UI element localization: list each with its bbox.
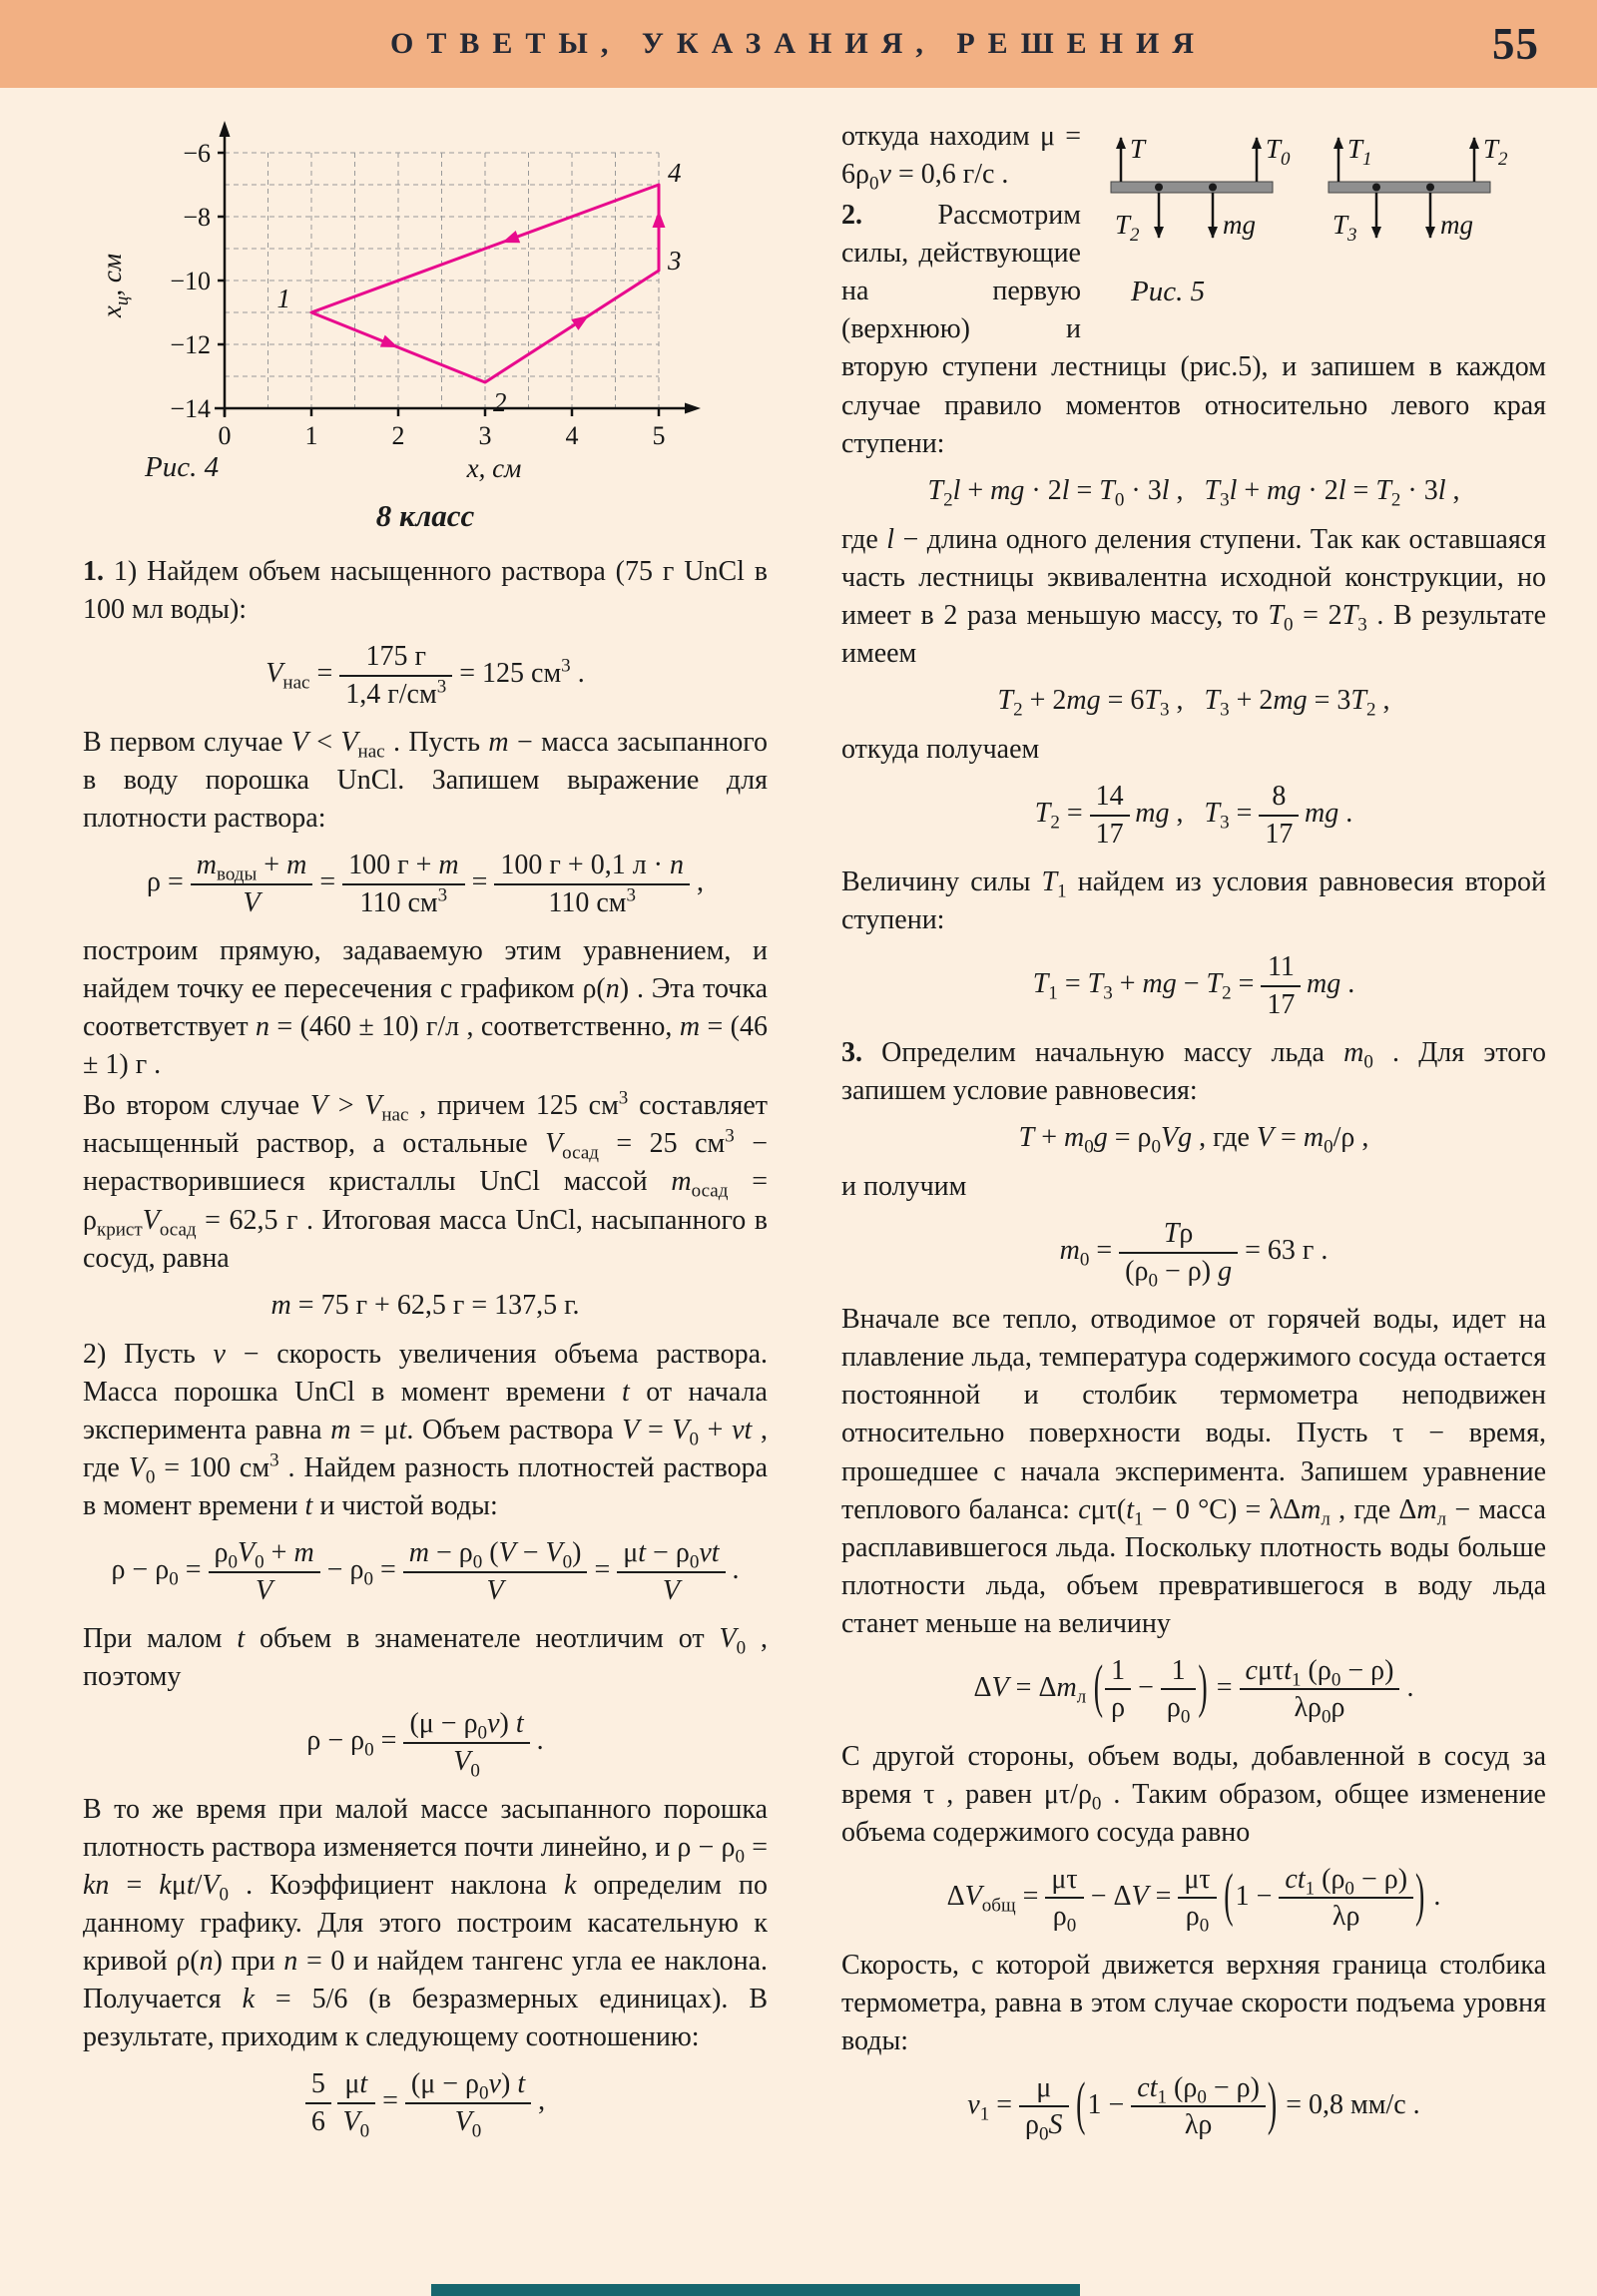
display-formula: $\rho - \rho_0$ = $\frac{\rho_0V_0 + m}{V}$ − $\rho_0$ = $\frac{m - \rho_0 (V - V_0)}{V}$ = $\frac{\mu t - \rho_0vt}{V}$ . [111, 1537, 740, 1606]
x-axis-arrow-icon [685, 403, 701, 414]
solution-paragraph: где l − длина одного деления ступени. Так как оставшаяся часть лестницы эквивалентна исходной конструкции, но имеет в 2 раза меньшую массу, то $T_0 = 2T_3$ . В результате имеем [841, 523, 1546, 670]
solution-paragraph: построим прямую, задаваемую этим уравнением, и найдем точку ее пересечения с графиком ρ(n) . Эта точка соответствует n = (460 ± 10) г/л , соответственно, m = (46 ± 1) г . [83, 934, 768, 1081]
display-formula: $V_{нас}$ = 175 г 1,4 $г/см^3$ = 125 $см^3$ . [266, 641, 585, 710]
display-formula: m = 75 г + 62,5 г = 137,5 г. [270, 1289, 580, 1321]
section-heading-8-klass: 8 класс [375, 498, 475, 533]
display-formula: $T_2 + 2mg = 6T_3$ , $T_3 + 2mg = 3T_2$ , [997, 685, 1390, 721]
figure-5 [1101, 122, 1546, 312]
pivot-dot [1209, 184, 1217, 192]
display-formula: $\rho - \rho_0$ = $\frac{(\mu - \rho_0v) t}{V_0}$ . [306, 1708, 544, 1782]
x-axis-label: x, см [466, 453, 522, 483]
force-label-mg: mg [1440, 210, 1473, 240]
svg-text:−12: −12 [170, 330, 211, 359]
y-axis-label: $x_ц$, см [97, 253, 133, 318]
solution-paragraph: С другой стороны, объем воды, добавленной в сосуд за время τ , равен $\mu\tau/\rho_0$ . Таким образом, общее изменение объема содержимого сосуда равно [841, 1740, 1546, 1848]
force-label-T: T [1130, 134, 1146, 164]
trajectory-direction-arrows [380, 211, 666, 353]
svg-text:5: 5 [652, 421, 666, 450]
solution-paragraph: Величину силы $T_1$ найдем из условия равновесия второй ступени: [841, 866, 1546, 936]
svg-text:4: 4 [565, 421, 579, 450]
y-axis-arrow-icon [220, 121, 231, 137]
display-formula: $T_2$ = $\frac{14}{17}$ mg , $T_3$ = $\frac{8}{17}$ mg . [1034, 781, 1353, 850]
svg-text:−14: −14 [170, 394, 211, 423]
step-diagram-lower [1329, 134, 1508, 246]
figure-4 [95, 118, 726, 487]
svg-text:0: 0 [218, 421, 232, 450]
display-formula: $m_0$ = $\frac{T\rho}{(\rho_0 - \rho) g}$ = 63 г . [1059, 1218, 1329, 1292]
chart-grid [225, 153, 659, 408]
solution-paragraph: 3. Определим начальную массу льда $m_0$ . Для этого запишем условие равновесия: [841, 1037, 1546, 1107]
display-formula: $T_2l$ + mg · $2l = T_0 \cdot 3l$ , $T_3l$ + mg · $2l = T_2 \cdot 3l$ , [927, 474, 1460, 511]
svg-text:2: 2 [493, 387, 507, 417]
page-header [0, 0, 1597, 88]
svg-text:3: 3 [478, 421, 492, 450]
pivot-dot [1155, 184, 1163, 192]
solution-paragraph: Во втором случае $V > V_{нас}$ , причем 125 $см^3$ составляет насыщенный раствор, а остальные $V_{осад} = 25$ $см^3$ − нерастворившиеся кристаллы UnCl массой $m_{осад} = \rho_{крист}V_{осад} = 62,5$ г . Итоговая масса UnCl, насыпанного в сосуд, равна [83, 1087, 769, 1274]
solution-paragraph: При малом t объем в знаменателе неотличим от $V_0$ , поэтому [83, 1622, 768, 1693]
pivot-dot [1372, 184, 1380, 192]
solution-paragraph: 2) Пусть v − скорость увеличения объема раствора. Масса порошка UnCl в момент времени t от начала эксперимента равна m = μt. Объем раствора $V = V_0$ + vt , где $V_0 = 100$ $см^3$ . Найдем разность плотностей раствора в момент времени t и чистой воды: [83, 1338, 768, 1522]
svg-text:3: 3 [668, 246, 682, 276]
display-formula: ρ = $m_{воды} + m$ V = 100 г + m 110 $см^3$ = 100 г + 0,1 л · n 110 $см^3$ , [146, 850, 704, 918]
solution-paragraph: Вначале все тепло, отводимое от горячей воды, идет на плавление льда, температура содержимого сосуда остается постоянной и столбик термометра неподвижен относительно поверхности воды. Пусть τ − время, прошедшее с начала эксперимента. Запишем уравнение теплового баланса: $c\mu\tau(t_1 - 0$ °C) = λΔm$_л$ , где $\Delta m_л$ − масса расплавившегося льда. Поскольку плотность воды больше плотности льда, объем превратившегося в воду льда станет меньше на величину [841, 1304, 1546, 1639]
force-label-T2: $T_2$ [1115, 210, 1140, 246]
step-diagram-upper [1111, 134, 1291, 246]
figure-5-caption: Рис. 5 [1131, 276, 1206, 308]
pivot-dot [1426, 184, 1434, 192]
display-formula: $\Delta V = \Delta m_л$ ( $\frac{1}{\rho}$ − $\frac{1}{\rho_0}$ ) = cμτt$_1$ $(\rho_0 - \rho)$ $\lambda\rho_0\rho$ . [973, 1654, 1414, 1728]
display-formula: $\frac{5}{6}$ $\frac{\mu t}{V_0}$ = $\frac{(\mu - \rho_0v) t}{V_0}$ , [83, 2068, 768, 2137]
page-title: ОТВЕТЫ, УКАЗАНИЯ, РЕШЕНИЯ [390, 27, 1207, 60]
force-label-T2: $T_2$ [1483, 134, 1508, 170]
chart-axes [215, 130, 692, 417]
svg-text:−6: −6 [183, 139, 211, 168]
svg-text:−10: −10 [170, 267, 211, 295]
page-bottom-edge-bar [431, 2284, 1080, 2296]
display-formula: $T_1 = T_3$ + mg − $T_2$ = $\frac{11}{17}$ mg . [1032, 951, 1355, 1020]
svg-text:2: 2 [391, 421, 405, 450]
page-number: 55 [1492, 19, 1539, 69]
x-tick-labels [219, 421, 666, 450]
svg-text:1: 1 [304, 421, 318, 450]
figure-5-diagram [1101, 122, 1546, 262]
y-tick-labels [170, 139, 211, 423]
step-bar [1111, 182, 1273, 193]
display-formula: $\Delta V_{общ}$ = $\frac{\mu\tau}{\rho_0}$ − ΔV = $\frac{\mu\tau}{\rho_0}$ (1 − $\frac{ct_1 (\rho_0 - \rho)}{\lambda\rho}$ ) . [946, 1863, 1441, 1937]
right-column [841, 118, 1546, 2155]
solution-paragraph: и получим [841, 1171, 967, 1203]
figure-4-chart [95, 118, 726, 487]
svg-text:1: 1 [276, 284, 290, 313]
step-bar [1329, 182, 1490, 193]
solution-paragraph: В то же время при малой массе засыпанного порошка плотность раствора изменяется почти линейно, и $\rho - \rho_0$ = kn = kμt/$V_0$ . Коэффициент наклона k определим по данному графику. Для этого построим касательную к кривой ρ(n) при n = 0 и найдем тангенс угла ее наклона. Получается k = 5/6 (в безразмерных единицах). В результате, приходим к следующему соотношению: [83, 1793, 768, 2053]
display-formula: $v_1$ = $\frac{\mu}{\rho_0S}$ (1 − $\frac{ct_1 (\rho_0 - \rho)}{\lambda\rho}$ ) = 0,8 мм/с . [967, 2071, 1420, 2145]
force-label-T0: $T_0$ [1266, 134, 1291, 170]
solution-paragraph: откуда находим $\mu = 6\rho_0v = 0,6$ г/с . [841, 121, 1081, 195]
solution-paragraph: 1. 1) Найдем объем насыщенного раствора (75 г UnCl в 100 мл воды): [83, 556, 768, 626]
figure-4-caption: Рис. 4 [145, 450, 220, 483]
left-column [83, 118, 768, 2151]
svg-text:4: 4 [668, 158, 682, 188]
solution-paragraph: откуда получаем [841, 734, 1040, 766]
force-label-T1: $T_1$ [1347, 134, 1372, 170]
solution-paragraph: Скорость, с которой движется верхняя граница столбика термометра, равна в этом случае скорости подъема уровня воды: [841, 1949, 1546, 2056]
force-label-T3: $T_3$ [1332, 210, 1357, 246]
force-label-mg: mg [1223, 210, 1256, 240]
svg-text:−8: −8 [183, 203, 211, 232]
solution-paragraph: В первом случае $V < V_{нас}$ . Пусть m − масса засыпанного в воду порошка UnCl. Запишем выражение для плотности раствора: [83, 727, 769, 835]
display-formula: $T + m_0g = \rho_0Vg$ , где $V = m_0/\rho$ , [1018, 1122, 1369, 1158]
solution-paragraph: 2. Рассмотрим силы, действующие на первую (верхнюю) и вторую ступени лестницы (рис.5), и запишем в каждом случае правило моментов относительно левого края ступени: [841, 200, 1546, 459]
